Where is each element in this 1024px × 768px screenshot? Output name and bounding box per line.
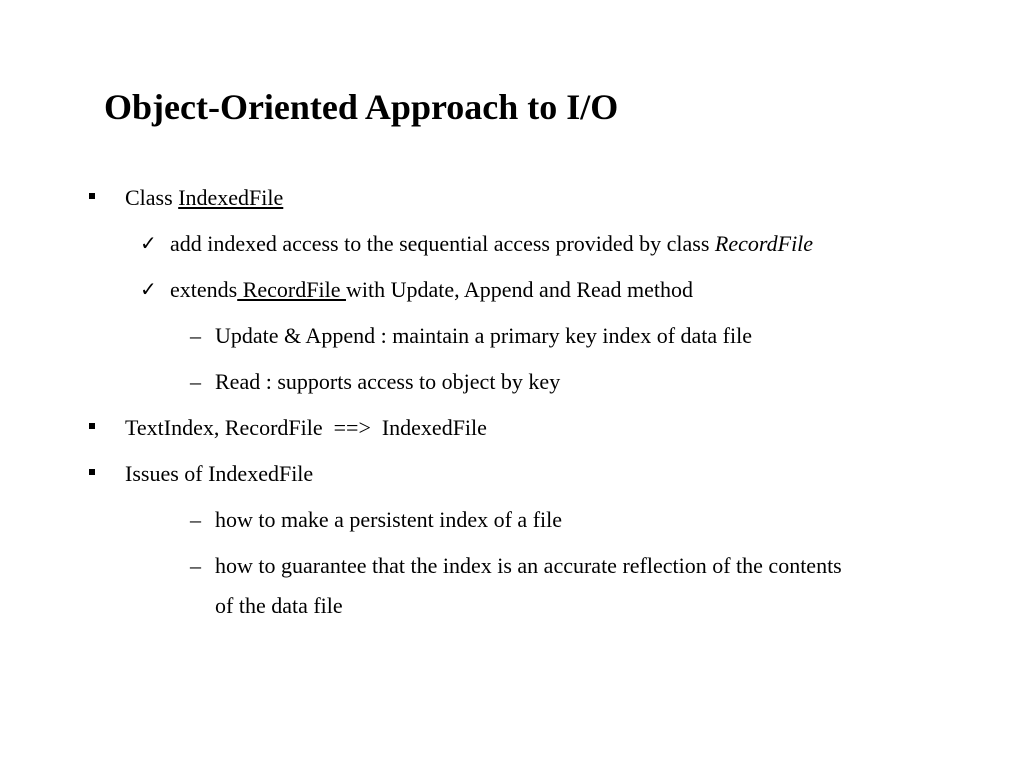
dash-bullet-icon: – bbox=[190, 553, 201, 578]
subbullet-add-indexed bbox=[170, 231, 813, 257]
add-indexed-text: add indexed access to the sequential access provided by class bbox=[170, 231, 715, 256]
dash-item-read: Read : supports access to object by key bbox=[215, 369, 561, 394]
dash-bullet-icon: – bbox=[190, 369, 201, 394]
dash-bullet-icon: – bbox=[190, 323, 201, 348]
dash-item-guarantee-line2: of the data file bbox=[215, 593, 343, 618]
class-prefix: Class bbox=[125, 185, 179, 210]
bullet-class-indexedfile bbox=[125, 185, 283, 211]
recordfile-emphasis: RecordFile bbox=[714, 231, 814, 256]
square-bullet-icon bbox=[89, 469, 95, 475]
dash-bullet-icon: – bbox=[190, 507, 201, 532]
square-bullet-icon bbox=[89, 193, 95, 199]
bullet-textindex: TextIndex, RecordFile ==> IndexedFile bbox=[125, 415, 487, 440]
checkmark-icon: ✓ bbox=[140, 277, 157, 301]
indexedfile-link: IndexedFile bbox=[178, 185, 284, 210]
checkmark-icon: ✓ bbox=[140, 231, 157, 255]
dash-item-update-append: Update & Append : maintain a primary key index of data file bbox=[215, 323, 753, 348]
bullet-issues: Issues of IndexedFile bbox=[125, 461, 314, 486]
extends-suffix: with Update, Append and Read method bbox=[345, 277, 694, 302]
slide-title: Object-Oriented Approach to I/O bbox=[104, 87, 619, 127]
dash-item-guarantee-line1: how to guarantee that the index is an accurate reflection of the contents bbox=[215, 553, 842, 578]
square-bullet-icon bbox=[89, 423, 95, 429]
recordfile-link: RecordFile bbox=[237, 277, 346, 302]
dash-item-persistent: how to make a persistent index of a file bbox=[215, 507, 563, 532]
subbullet-extends bbox=[170, 277, 693, 303]
extends-prefix: extends bbox=[170, 277, 238, 302]
